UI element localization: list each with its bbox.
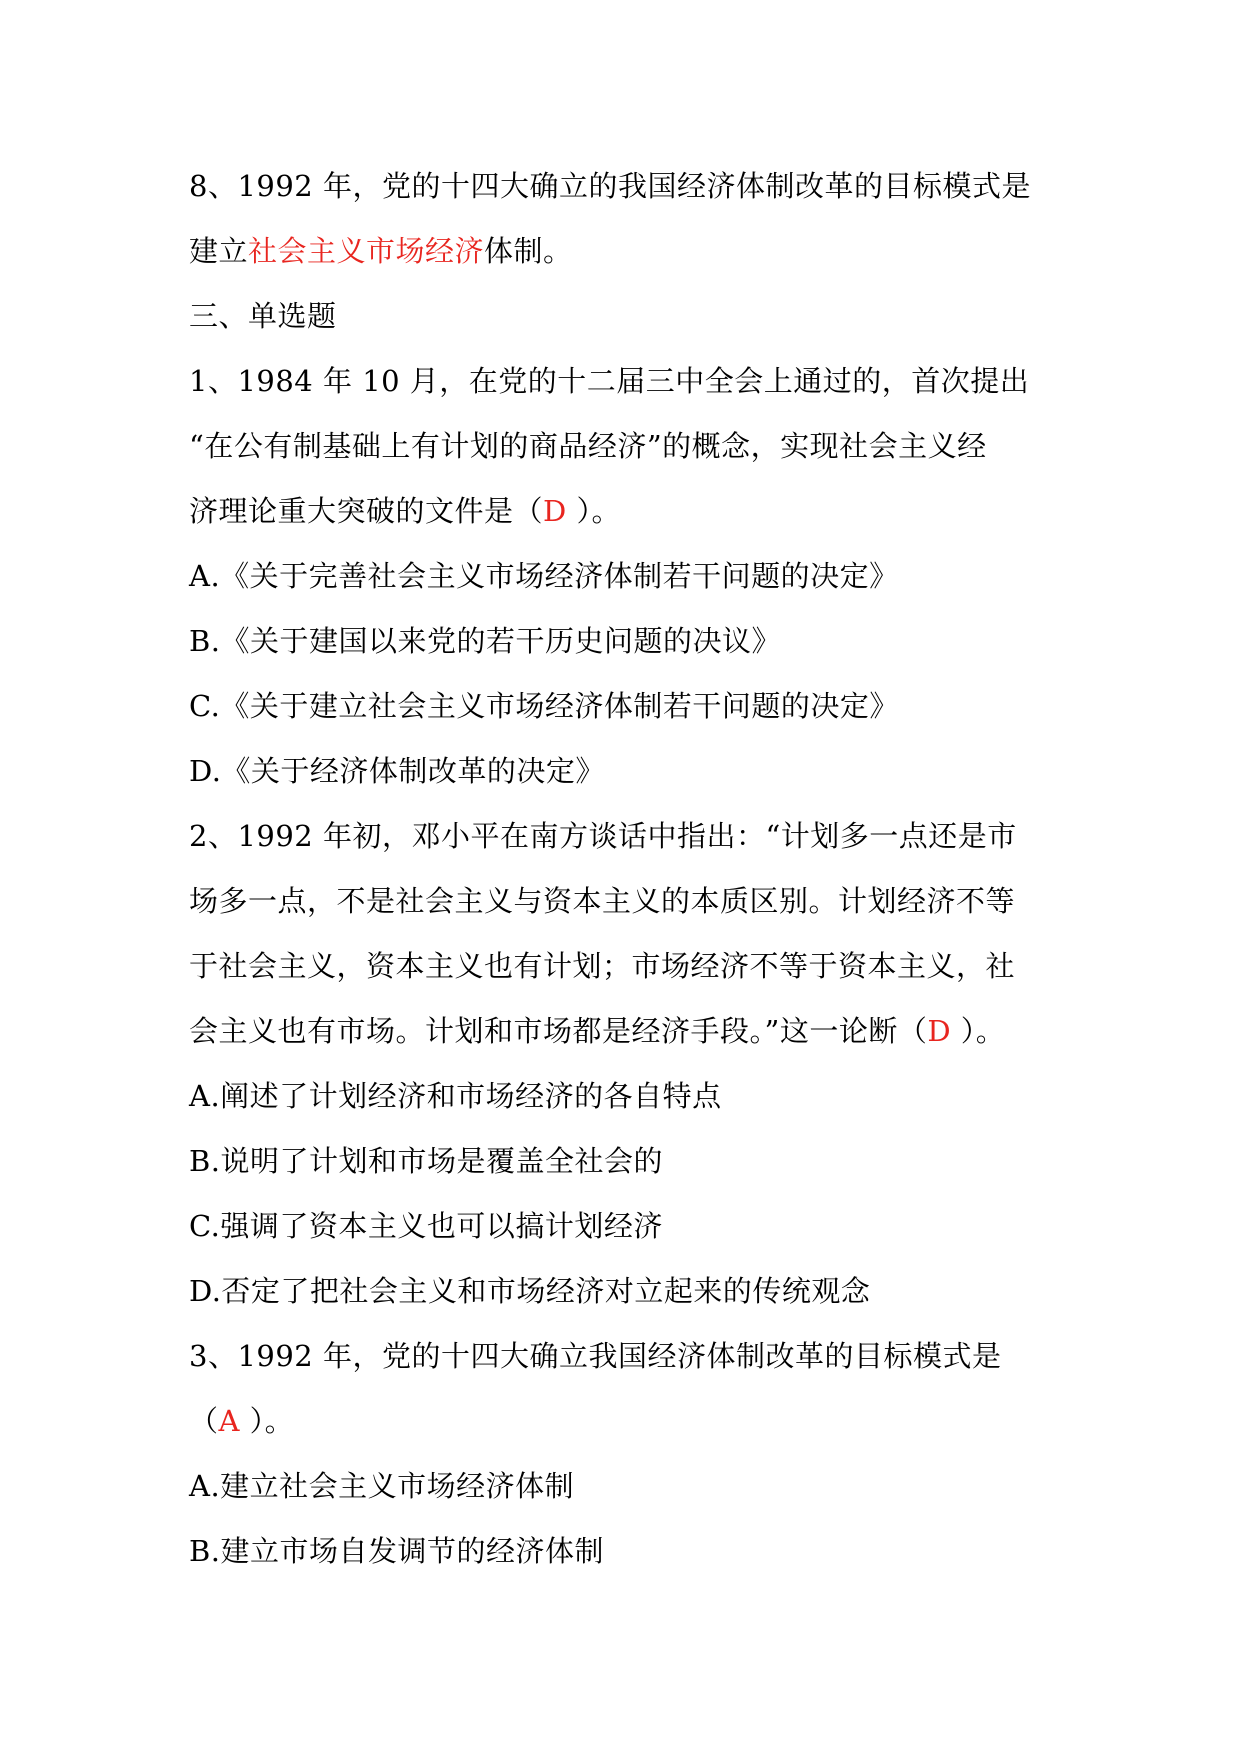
option-text: A.阐述了计划经济和市场经济的各自特点 <box>189 1079 722 1113</box>
q1-text: ）。 <box>566 494 621 528</box>
q3-answer: A <box>218 1404 240 1438</box>
q2-option-d <box>189 1259 1067 1324</box>
document-page <box>189 154 1067 1584</box>
q3-line-2 <box>189 1389 1067 1454</box>
q2-line-3 <box>189 934 1067 999</box>
q2-text: 2、1992 年初，邓小平在南方谈话中指出：“计划多一点还是市 <box>189 819 1017 853</box>
option-text: C.强调了资本主义也可以搞计划经济 <box>189 1209 663 1243</box>
q2-text: 于社会主义，资本主义也有计划；市场经济不等于资本主义，社 <box>189 949 1016 983</box>
q3-option-b <box>189 1519 1067 1584</box>
option-text: D.《关于经济体制改革的决定》 <box>189 754 605 788</box>
q3-option-a <box>189 1454 1067 1519</box>
q8-text: 8、1992 年，党的十四大确立的我国经济体制改革的目标模式是 <box>189 169 1031 203</box>
q1-text: 1、1984 年 10 月，在党的十二届三中全会上通过的，首次提出 <box>189 364 1030 398</box>
q2-option-c <box>189 1194 1067 1259</box>
q2-answer: D <box>927 1014 952 1048</box>
option-text: B.说明了计划和市场是覆盖全社会的 <box>189 1144 664 1178</box>
q8-text: 建立 <box>189 234 249 268</box>
q1-option-d <box>189 739 1067 804</box>
q1-option-b <box>189 609 1067 674</box>
q2-text: 场多一点，不是社会主义与资本主义的本质区别。计划经济不等 <box>189 884 1016 918</box>
q2-line-1 <box>189 804 1067 869</box>
q2-line-4 <box>189 999 1067 1064</box>
q1-option-a <box>189 544 1067 609</box>
option-text: A.建立社会主义市场经济体制 <box>189 1469 575 1503</box>
q1-option-c <box>189 674 1067 739</box>
q8-line-1 <box>189 154 1067 219</box>
q2-option-a <box>189 1064 1067 1129</box>
q1-answer: D <box>543 494 567 528</box>
q1-text: “在公有制基础上有计划的商品经济”的概念，实现社会主义经 <box>189 429 987 463</box>
q3-line-1 <box>189 1324 1067 1389</box>
q8-answer: 社会主义市场经济 <box>248 234 485 268</box>
q8-line-2 <box>189 219 1067 284</box>
q2-option-b <box>189 1129 1067 1194</box>
q1-text: 济理论重大突破的文件是（ <box>189 494 544 528</box>
q3-text: 3、1992 年，党的十四大确立我国经济体制改革的目标模式是 <box>189 1339 1002 1373</box>
q2-text: 会主义也有市场。计划和市场都是经济手段。”这一论断（ <box>189 1014 928 1048</box>
option-text: D.否定了把社会主义和市场经济对立起来的传统观念 <box>189 1274 871 1308</box>
section-title <box>189 284 1067 349</box>
q3-text: ）。 <box>239 1404 295 1438</box>
q2-line-2 <box>189 869 1067 934</box>
option-text: A.《关于完善社会主义市场经济体制若干问题的决定》 <box>189 559 899 593</box>
q1-line-2 <box>189 414 1067 479</box>
q2-text: ）。 <box>951 1014 1006 1048</box>
option-text: C.《关于建立社会主义市场经济体制若干问题的决定》 <box>189 689 899 723</box>
q1-line-3 <box>189 479 1067 544</box>
option-text: B.《关于建国以来党的若干历史问题的决议》 <box>189 624 782 658</box>
section-title-text: 三、单选题 <box>189 299 337 333</box>
q3-text: （ <box>189 1404 219 1438</box>
option-text: B.建立市场自发调节的经济体制 <box>189 1534 605 1568</box>
q8-text: 体制。 <box>484 234 573 268</box>
q1-line-1 <box>189 349 1067 414</box>
